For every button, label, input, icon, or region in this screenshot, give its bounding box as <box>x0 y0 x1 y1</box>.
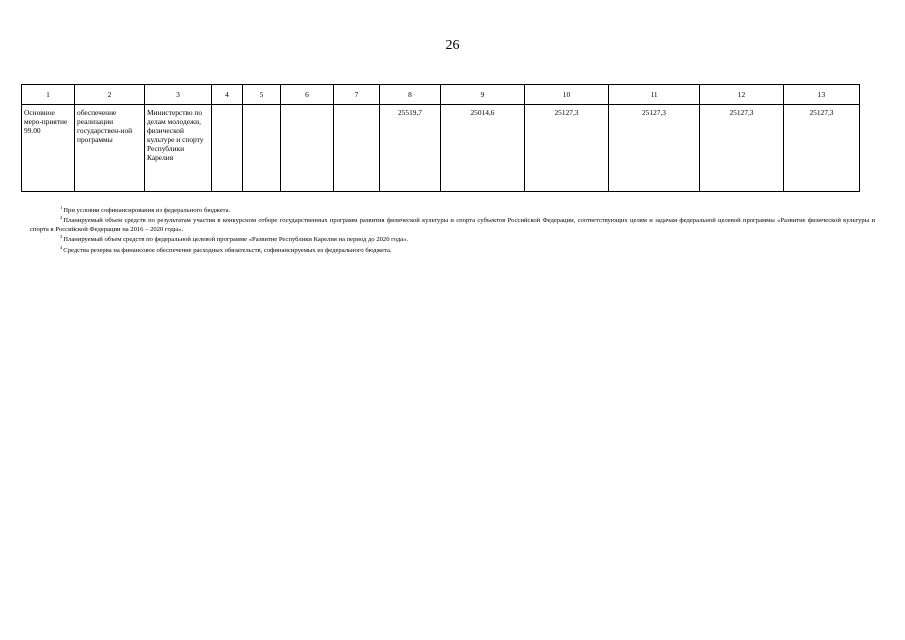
column-header: 13 <box>784 85 860 105</box>
footnote-text: Планируемый объем средств по федеральной целевой программе «Развитие Республики Карелия на период до 2020 года». <box>63 236 409 244</box>
table-header-row <box>22 85 860 105</box>
footnote-4 <box>30 245 875 255</box>
column-header: 6 <box>281 85 334 105</box>
budget-table <box>21 84 860 192</box>
footnote-3 <box>30 234 875 244</box>
column-header: 8 <box>380 85 441 105</box>
column-header: 5 <box>243 85 281 105</box>
column-header: 1 <box>22 85 75 105</box>
footnote-text: Средства резерва на финансовое обеспечение расходных обязательств, софинансируемых из федерального бюджета. <box>63 246 392 254</box>
column-header: 10 <box>525 85 609 105</box>
amount-cell: 25014,6 <box>441 105 525 192</box>
footnote-marker: 2 <box>60 215 63 221</box>
executor-cell: Министерство по делам молодежи, физической культуре и спорту Республики Карелия <box>145 105 212 192</box>
amount-cell: 25127,3 <box>784 105 860 192</box>
empty-cell <box>334 105 380 192</box>
footnote-text: При условии софинансирования из федерального бюджета. <box>63 207 231 214</box>
column-header: 3 <box>145 85 212 105</box>
amount-cell: 25127,3 <box>525 105 609 192</box>
activity-cell: Основное меро-приятие 99.00 <box>22 105 75 192</box>
column-header: 7 <box>334 85 380 105</box>
column-header: 4 <box>212 85 243 105</box>
footnote-marker: 1 <box>60 205 63 210</box>
empty-cell <box>281 105 334 192</box>
footnote-1 <box>30 205 875 215</box>
amount-cell: 25519,7 <box>380 105 441 192</box>
column-header: 9 <box>441 85 525 105</box>
empty-cell <box>243 105 281 192</box>
purpose-cell: обеспечение реализации государствен-ной программы <box>75 105 145 192</box>
amount-cell: 25127,3 <box>700 105 784 192</box>
table-row <box>22 105 860 192</box>
amount-cell: 25127,3 <box>609 105 700 192</box>
page-number: 26 <box>445 38 460 53</box>
column-header: 11 <box>609 85 700 105</box>
footnote-marker: 3 <box>60 234 63 240</box>
column-header: 12 <box>700 85 784 105</box>
footnote-2 <box>30 215 875 234</box>
footnotes <box>30 205 875 255</box>
column-header: 2 <box>75 85 145 105</box>
footnote-marker: 4 <box>60 244 63 250</box>
footnote-text: Планируемый объем средств по результатам участия в конкурсном отборе государственных программ развития физической культуры и спорта субъектов Российской Федерации, соответствующих целям и задачам федеральной целевой программы «Развитие физической культуры и спорта в Российской Федерации на 2016 – 2020 годы». <box>30 217 875 233</box>
empty-cell <box>212 105 243 192</box>
